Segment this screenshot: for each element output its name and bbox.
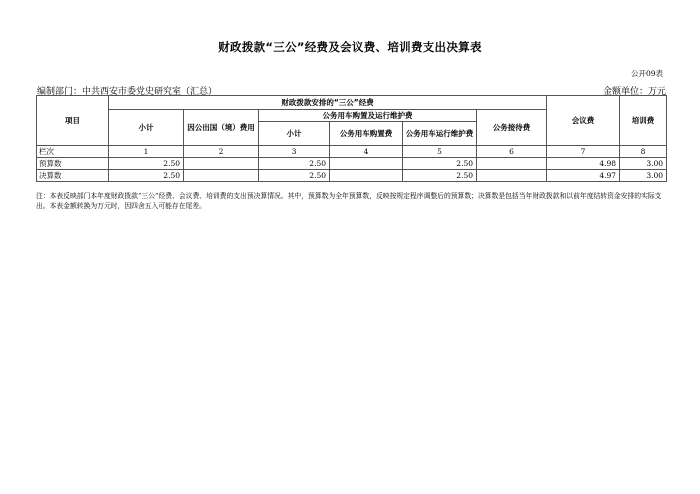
table-cell: 2.50	[403, 170, 477, 182]
header-vehicle-subtotal: 小计	[259, 122, 330, 146]
table-cell	[330, 158, 403, 170]
table-cell	[330, 170, 403, 182]
header-vehicle-purchase: 公务用车购置费	[330, 122, 403, 146]
header-meeting: 会议费	[547, 96, 620, 146]
table-cell: 3.00	[620, 158, 667, 170]
form-code: 公开09表	[630, 69, 663, 78]
table-cell: 4.98	[547, 158, 620, 170]
header-training: 培训费	[620, 96, 667, 146]
table-cell	[477, 170, 547, 182]
column-index-label: 栏次	[37, 146, 109, 158]
column-index-cell: 2	[184, 146, 259, 158]
column-index-cell: 8	[620, 146, 667, 158]
table-cell: 2.50	[259, 158, 330, 170]
column-index-cell: 3	[259, 146, 330, 158]
column-index-cell: 4	[330, 146, 403, 158]
table-cell: 4.97	[547, 170, 620, 182]
header-vehicle-group: 公务用车购置及运行维护费	[259, 110, 477, 122]
header-reception: 公务接待费	[477, 110, 547, 146]
expense-table	[36, 95, 667, 182]
header-abroad: 因公出国（境）费用	[184, 110, 259, 146]
column-index-cell: 1	[109, 146, 184, 158]
table-row-budget	[37, 158, 667, 170]
column-index-cell: 6	[477, 146, 547, 158]
column-index-cell: 5	[403, 146, 477, 158]
header-subtotal: 小计	[109, 110, 184, 146]
table-cell: 2.50	[109, 158, 184, 170]
column-index-row	[37, 146, 667, 158]
header-three-public-group: 财政拨款安排的“三公”经费	[109, 96, 547, 110]
row-label: 决算数	[37, 170, 109, 182]
amount-unit: 金额单位：万元	[602, 87, 666, 97]
table-cell	[184, 170, 259, 182]
compiling-unit: 编制部门：中共西安市委党史研究室（汇总）	[37, 87, 218, 97]
table-cell: 2.50	[259, 170, 330, 182]
row-label: 预算数	[37, 158, 109, 170]
table-cell: 2.50	[403, 158, 477, 170]
column-index-cell: 7	[547, 146, 620, 158]
footnote: 注：本表反映部门本年度财政拨款“三公”经费、会议费、培训费的支出预决算情况。其中，预算数为全年预算数，反映按规定程序调整后的预算数；决算数是包括当年财政拨款和以前年度结转资金安排的实际支出。本表金额转换为万元时，因四舍五入可能存在尾差。	[36, 192, 662, 210]
header-vehicle-maintenance: 公务用车运行维护费	[403, 122, 477, 146]
table-cell	[184, 158, 259, 170]
report-title: 财政拨款“三公”经费及会议费、培训费支出决算表	[218, 40, 482, 54]
table-cell	[477, 158, 547, 170]
header-item: 项目	[37, 96, 109, 146]
table-cell: 3.00	[620, 170, 667, 182]
table-row-final	[37, 170, 667, 182]
table-cell: 2.50	[109, 170, 184, 182]
